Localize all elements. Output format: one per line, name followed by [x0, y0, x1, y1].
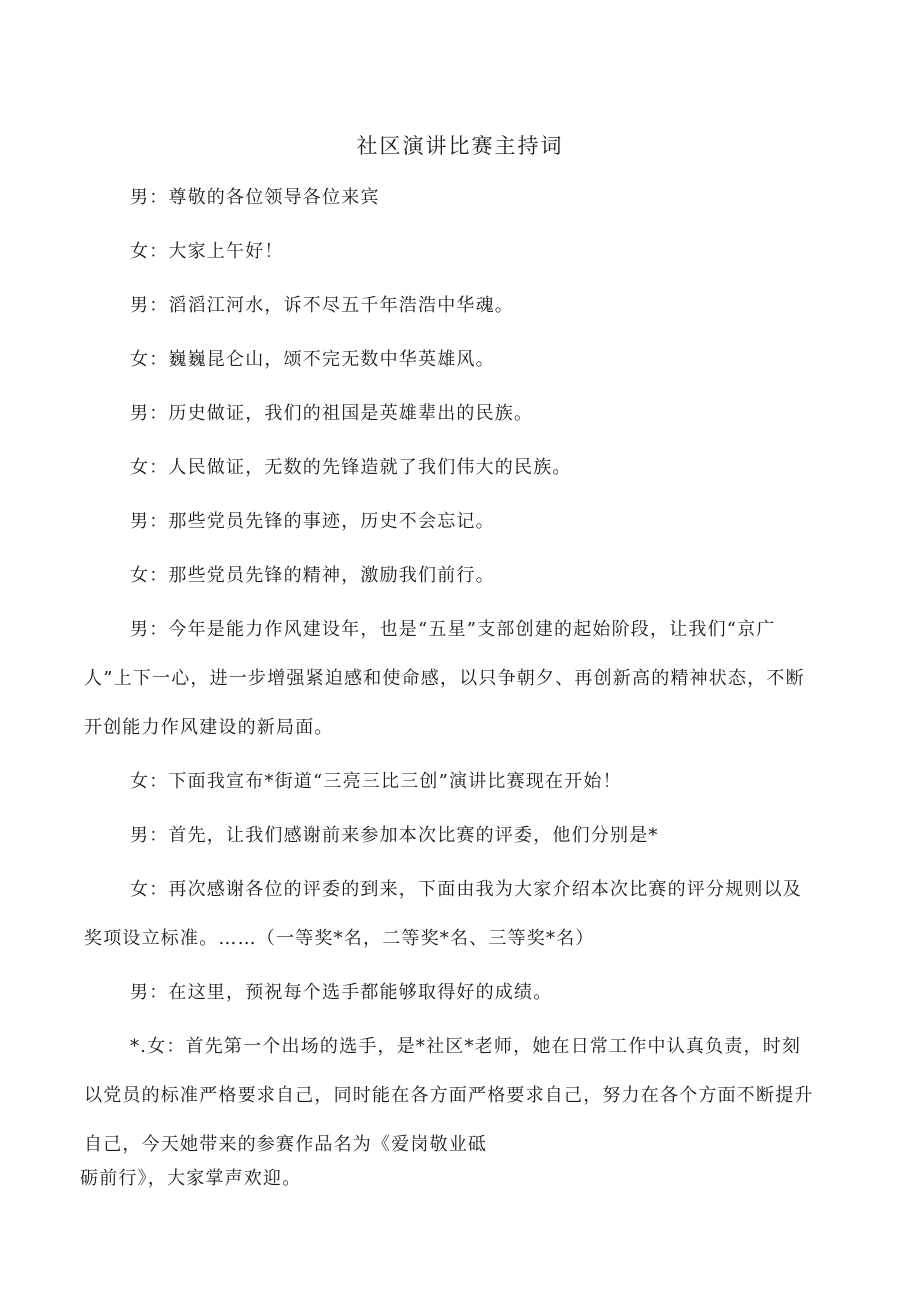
paragraph-line: 男：今年是能力作风建设年，也是“五星”支部创建的起始阶段，让我们“京广 — [130, 619, 776, 640]
paragraph-line: 男：在这里，预祝每个选手都能够取得好的成绩。 — [130, 982, 553, 1003]
paragraph-5 — [130, 396, 840, 432]
paragraph-3 — [130, 288, 840, 324]
paragraph-line: 人”上下一心，进一步增强紧迫感和使命感，以只争朝夕、再创新高的精神状态，不断 — [84, 668, 805, 689]
paragraph-line: 男：历史做证，我们的祖国是英雄辈出的民族。 — [130, 403, 534, 424]
paragraph-10 — [130, 764, 840, 800]
paragraph-7 — [130, 504, 840, 540]
paragraph-line: 砺前行》，大家掌声欢迎。 — [80, 1168, 302, 1189]
paragraph-line: 男：首先，让我们感谢前来参加本次比赛的评委，他们分别是* — [130, 825, 659, 846]
document-title: 社区演讲比赛主持词 — [356, 134, 564, 158]
paragraph-9-first-line — [130, 612, 840, 648]
paragraph-line: 开创能力作风建设的新局面。 — [84, 717, 334, 738]
paragraph-14-line-2 — [84, 1078, 840, 1114]
paragraph-line: 奖项设立标准。……（一等奖*名，二等奖*名、三等奖*名） — [84, 928, 595, 949]
paragraph-14-line-3 — [84, 1127, 840, 1163]
paragraph-line: 女：大家上午好！ — [130, 241, 284, 262]
paragraph-9-line-2 — [84, 661, 840, 697]
paragraph-9-line-3 — [84, 710, 840, 746]
paragraph-8 — [130, 558, 840, 594]
paragraph-line: 男：尊敬的各位领导各位来宾 — [130, 187, 380, 208]
paragraph-line: 男：滔滔江河水，诉不尽五千年浩浩中华魂。 — [130, 295, 514, 316]
paragraph-1 — [130, 180, 840, 216]
paragraph-4 — [130, 342, 840, 378]
paragraph-13 — [130, 975, 840, 1011]
paragraph-11 — [130, 818, 840, 854]
paragraph-14-line-4 — [80, 1161, 836, 1197]
paragraph-6 — [130, 450, 840, 486]
paragraph-line: 自己，今天她带来的参赛作品名为《爱岗敬业砥 — [84, 1134, 488, 1155]
paragraph-line: 女：再次感谢各位的评委的到来，下面由我为大家介绍本次比赛的评分规则以及 — [130, 879, 802, 900]
paragraph-line: *.女：首先第一个出场的选手，是*社区*老师，她在日常工作中认真负责，时刻 — [130, 1036, 802, 1057]
paragraph-line: 女：人民做证，无数的先锋造就了我们伟大的民族。 — [130, 457, 572, 478]
paragraph-12-first-line — [130, 872, 840, 908]
paragraph-line: 女：下面我宣布*街道“三亮三比三创”演讲比赛现在开始！ — [130, 771, 622, 792]
paragraph-line: 女：巍巍昆仑山，颂不完无数中华英雄风。 — [130, 349, 495, 370]
paragraph-line: 女：那些党员先锋的精神，激励我们前行。 — [130, 565, 495, 586]
paragraph-line: 以党员的标准严格要求自己，同时能在各方面严格要求自己，努力在各个方面不断提升 — [84, 1085, 814, 1106]
paragraph-2 — [130, 234, 840, 270]
paragraph-line: 男：那些党员先锋的事迹，历史不会忘记。 — [130, 511, 495, 532]
paragraph-14-first-line — [130, 1029, 840, 1065]
paragraph-12-line-2 — [84, 921, 840, 957]
